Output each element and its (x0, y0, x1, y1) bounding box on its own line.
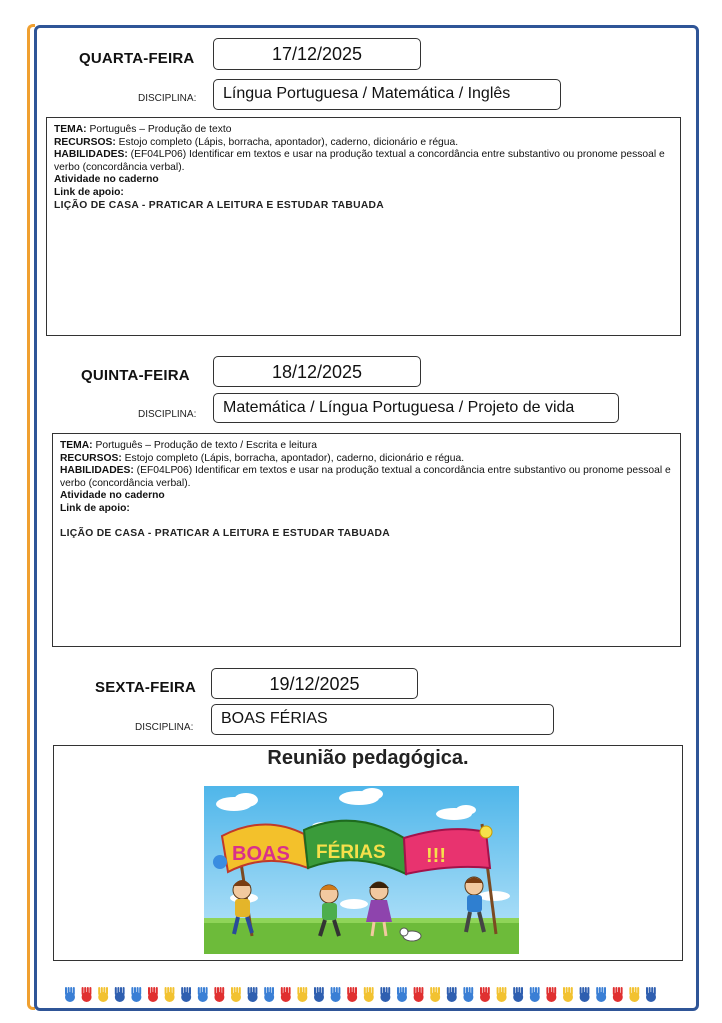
homework-text: LIÇÃO DE CASA - PRATICAR A LEITURA E ESTUDAR TABUADA (54, 199, 385, 211)
hands-decoration (64, 982, 664, 1006)
lesson-plan-friday (53, 745, 683, 961)
habilidades-label: HABILIDADES: (54, 149, 128, 161)
hand-icon (397, 987, 407, 1002)
habilidades-text: (EF04LP06) Identificar em textos e usar na produção textual a concordância entre substantivo ou pronome pessoal e verbo (concordância verbal). (54, 149, 665, 173)
date-field-friday[interactable]: 19/12/2025 (211, 668, 418, 699)
day-label-friday: SEXTA-FEIRA (95, 679, 197, 696)
hand-icon (331, 987, 341, 1002)
hand-icon (463, 987, 473, 1002)
hand-icon (148, 987, 158, 1002)
hand-icon (131, 987, 141, 1002)
hand-icon (347, 987, 357, 1002)
recursos-text: Estojo completo (Lápis, borracha, apontador), caderno, dicionário e régua. (124, 452, 465, 464)
atividade-text: Atividade no caderno (60, 490, 165, 502)
hand-icon (281, 987, 291, 1002)
habilidades-label: HABILIDADES: (60, 465, 134, 477)
hand-icon (380, 987, 390, 1002)
discipline-field-thursday[interactable]: Matemática / Língua Portuguesa / Projeto de vida (213, 393, 619, 423)
boas-ferias-illustration (204, 786, 519, 954)
hand-icon (98, 987, 108, 1002)
hand-icon (629, 987, 639, 1002)
recursos-text: Estojo completo (Lápis, borracha, apontador), caderno, dicionário e régua. (118, 136, 459, 148)
hand-icon (214, 987, 224, 1002)
hand-icon (181, 987, 191, 1002)
date-field-wednesday[interactable]: 17/12/2025 (213, 38, 421, 70)
tema-text: Português – Produção de texto / Escrita e leitura (95, 440, 317, 451)
discipline-field-friday[interactable]: BOAS FÉRIAS (211, 704, 554, 735)
tema-label: TEMA: (54, 124, 87, 135)
link-label: Link de apoio: (60, 502, 130, 514)
hand-icon (165, 987, 175, 1002)
hand-icon (447, 987, 457, 1002)
hand-icon (596, 987, 606, 1002)
hand-icon (480, 987, 490, 1002)
hand-icon (530, 987, 540, 1002)
lesson-plan-wednesday (46, 117, 681, 336)
banner-word-exclaim: !!! (426, 845, 446, 867)
day-label-thursday: QUINTA-FEIRA (81, 367, 190, 384)
date-field-thursday[interactable]: 18/12/2025 (213, 356, 421, 387)
hand-icon (563, 987, 573, 1002)
hand-icon (248, 987, 258, 1002)
hand-icon (231, 987, 241, 1002)
hand-icon (264, 987, 274, 1002)
tema-label: TEMA: (60, 440, 93, 451)
banner-word-boas: BOAS (232, 843, 290, 865)
atividade-text: Atividade no caderno (54, 174, 159, 186)
link-label: Link de apoio: (54, 186, 124, 198)
tema-text: Português – Produção de texto (89, 124, 232, 135)
lesson-plan-thursday (52, 433, 681, 647)
hand-icon (497, 987, 507, 1002)
hand-icon (580, 987, 590, 1002)
homework-text: LIÇÃO DE CASA - PRATICAR A LEITURA E ESTUDAR TABUADA (60, 527, 391, 539)
discipline-label: DISCIPLINA: (138, 93, 197, 104)
hand-icon (364, 987, 374, 1002)
discipline-field-wednesday[interactable]: Língua Portuguesa / Matemática / Inglês (213, 79, 561, 110)
recursos-label: RECURSOS: (54, 136, 116, 148)
hand-icon (297, 987, 307, 1002)
banner-word-ferias: FÉRIAS (316, 842, 386, 863)
hand-icon (646, 987, 656, 1002)
meeting-title: Reunião pedagógica. (267, 747, 469, 769)
hand-icon (613, 987, 623, 1002)
hand-icon (115, 987, 125, 1002)
hand-icon (198, 987, 208, 1002)
hand-icon (513, 987, 523, 1002)
hand-icon (65, 987, 75, 1002)
discipline-label: DISCIPLINA: (135, 722, 194, 733)
habilidades-text: (EF04LP06) Identificar em textos e usar na produção textual a concordância entre substantivo ou pronome pessoal e verbo (concordância verbal). (60, 465, 671, 489)
hand-icon (430, 987, 440, 1002)
hand-icon (414, 987, 424, 1002)
discipline-label: DISCIPLINA: (138, 409, 197, 420)
day-label-wednesday: QUARTA-FEIRA (79, 50, 195, 67)
recursos-label: RECURSOS: (60, 452, 122, 464)
hand-icon (82, 987, 92, 1002)
hand-icon (314, 987, 324, 1002)
hand-icon (546, 987, 556, 1002)
